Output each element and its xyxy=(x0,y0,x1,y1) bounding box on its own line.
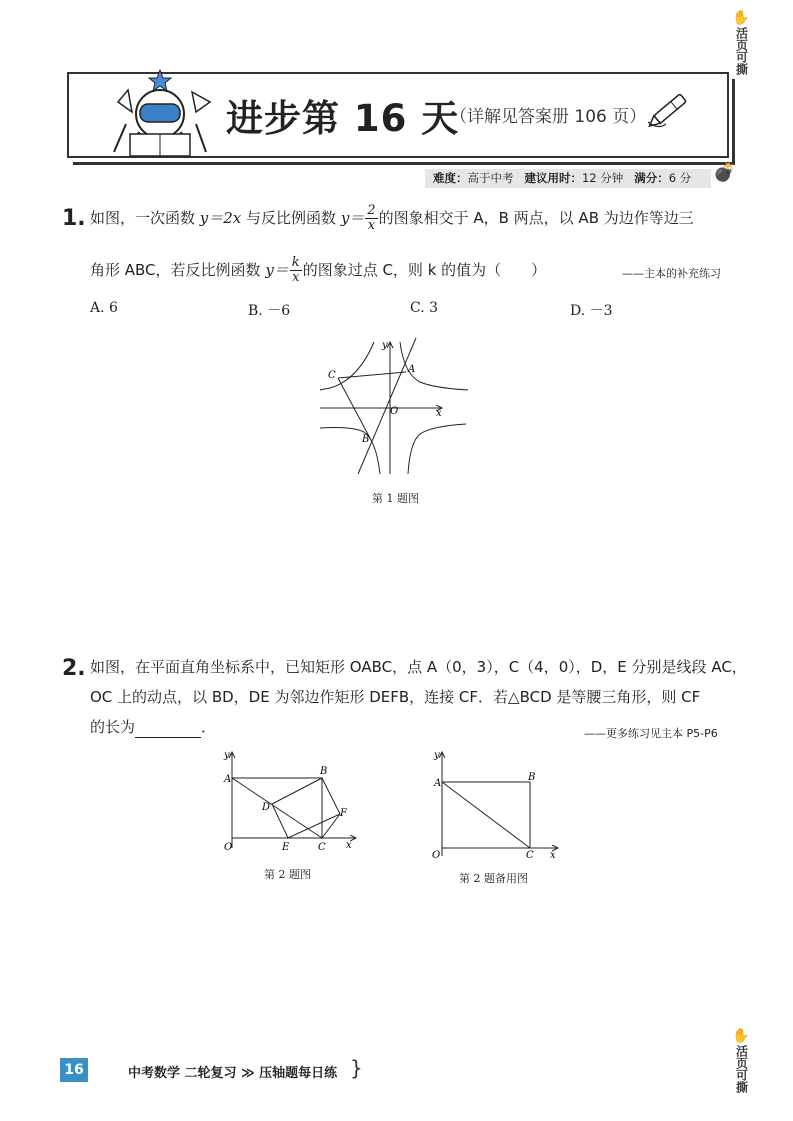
q2f1-label-c: C xyxy=(318,842,326,853)
q1-frac1-den: x xyxy=(367,218,376,233)
q1-label-o: O xyxy=(390,406,399,417)
q1-eq1: y＝2x xyxy=(199,209,242,227)
score-label: 满分： xyxy=(634,171,669,185)
q1-line1-a: 如图，一次函数 xyxy=(90,209,200,227)
q1-line2-a: 角形 ABC，若反比例函数 xyxy=(90,261,266,279)
q2f1-label-d: D xyxy=(262,802,271,813)
q2f1-rectangle-defb xyxy=(272,778,340,838)
q2f1-label-x: x xyxy=(346,840,352,851)
q1-label-b: B xyxy=(362,434,370,445)
q1-segment-cb xyxy=(338,378,371,440)
q1-fraction-2 xyxy=(290,256,302,285)
q1-note: ——主本的补充练习 xyxy=(622,267,721,280)
q1-label-a: A xyxy=(408,364,416,375)
q2-figure1-caption: 第 2 题图 xyxy=(264,868,311,881)
q2-line3-text: 的长为 xyxy=(90,718,136,736)
page-title: 进步第 16 天 xyxy=(226,97,460,140)
q2-answer-blank[interactable] xyxy=(135,723,201,738)
q1-number: 1. xyxy=(62,206,86,231)
q1-line1 xyxy=(90,204,694,233)
q1-frac2-den: x xyxy=(292,270,300,285)
q2-line2: OC 上的动点，以 BD，DE 为邻边作矩形 DEFB，连接 CF．若△BCD 是等腰三角形，则 CF xyxy=(90,688,701,706)
q2f1-label-o: O xyxy=(224,842,233,853)
difficulty-label: 难度： xyxy=(433,171,468,185)
q2f2-label-a: A xyxy=(434,778,442,789)
footer-brace-icon: } xyxy=(350,1056,363,1080)
q1-line2 xyxy=(90,256,546,285)
q1-label-y: y xyxy=(382,340,388,351)
q1-line1-c: 的图象相交于 A，B 两点，以 AB 为边作等边三 xyxy=(378,209,694,227)
score-value: 6 分 xyxy=(668,171,692,185)
q2-line1: 如图，在平面直角坐标系中，已知矩形 OABC，点 A（0，3），C（4，0），D，E 分别是线段 AC， xyxy=(90,658,747,676)
q2f1-label-b: B xyxy=(320,766,328,777)
footer-text: 中考数学 二轮复习 ≫ 压轴题每日练 xyxy=(128,1066,338,1081)
astronaut-mascot-icon xyxy=(100,62,220,162)
q1-line-ab xyxy=(358,338,416,474)
q1-option-c[interactable]: C. 3 xyxy=(410,300,439,316)
q2-line3 xyxy=(90,716,216,738)
q2f1-label-e: E xyxy=(282,842,290,853)
time-label: 建议用时： xyxy=(524,171,582,185)
q1-label-x: x xyxy=(436,408,442,419)
q1-hyperbola-3 xyxy=(320,342,374,390)
q2f2-label-y: y xyxy=(434,750,440,761)
q2-figure2-caption: 第 2 题备用图 xyxy=(459,872,528,885)
q2f2-label-c: C xyxy=(526,850,534,860)
footer-page-number: 16 xyxy=(60,1058,88,1082)
meta-bar xyxy=(425,169,711,188)
side-tab-label: 活页可撕 xyxy=(734,27,749,75)
q2-note: ——更多练习见主本 P5-P6 xyxy=(584,727,718,740)
q1-segment-ca xyxy=(338,372,406,378)
difficulty-value: 高于中考 xyxy=(467,171,514,185)
q2-number: 2. xyxy=(62,656,86,681)
page-subtitle: （详解见答案册 106 页） xyxy=(450,107,647,127)
hand-icon: ✋ xyxy=(732,10,750,26)
q2f1-label-y: y xyxy=(224,750,230,761)
time-value: 12 分钟 xyxy=(581,171,624,185)
q2-line3-end: ． xyxy=(201,718,217,736)
q2f2-diagonal-ac xyxy=(442,782,530,848)
q1-line2-b: 的图象过点 C，则 k 的值为（ ） xyxy=(302,261,547,279)
q1-frac2-num: k xyxy=(291,255,300,270)
hand-icon: ✋ xyxy=(732,1028,750,1044)
side-tab-bottom xyxy=(728,1030,754,1093)
q1-eq2: y＝ xyxy=(340,209,365,227)
pen-icon xyxy=(640,86,700,134)
q2f2-label-o: O xyxy=(432,850,441,860)
q1-figure-caption: 第 1 题图 xyxy=(372,492,419,505)
side-tab-top xyxy=(728,12,754,75)
q1-eq3: y＝ xyxy=(265,261,289,279)
q2f1-label-a: A xyxy=(224,774,232,785)
bomb-icon: 💣 xyxy=(713,162,736,183)
q1-hyperbola-2 xyxy=(320,428,380,475)
q2-figure-2 xyxy=(426,744,572,860)
q2f1-segment-cf xyxy=(322,814,340,838)
side-tab-label: 活页可撕 xyxy=(734,1045,749,1093)
q2f2-label-b: B xyxy=(528,772,536,783)
q1-hyperbola-4 xyxy=(408,424,466,474)
q1-line1-b: 与反比例函数 xyxy=(241,209,341,227)
q1-fraction-1 xyxy=(365,204,377,233)
q1-option-b[interactable]: B. －6 xyxy=(248,303,291,319)
q1-label-c: C xyxy=(328,370,336,381)
q1-frac1-num: 2 xyxy=(367,203,376,218)
q1-option-d[interactable]: D. －3 xyxy=(570,303,613,319)
q2f2-label-x: x xyxy=(550,850,556,860)
q2-figure-1 xyxy=(218,744,368,856)
q2f1-label-f: F xyxy=(340,808,347,819)
q1-option-a[interactable]: A. 6 xyxy=(90,300,118,316)
q1-figure xyxy=(316,328,476,478)
